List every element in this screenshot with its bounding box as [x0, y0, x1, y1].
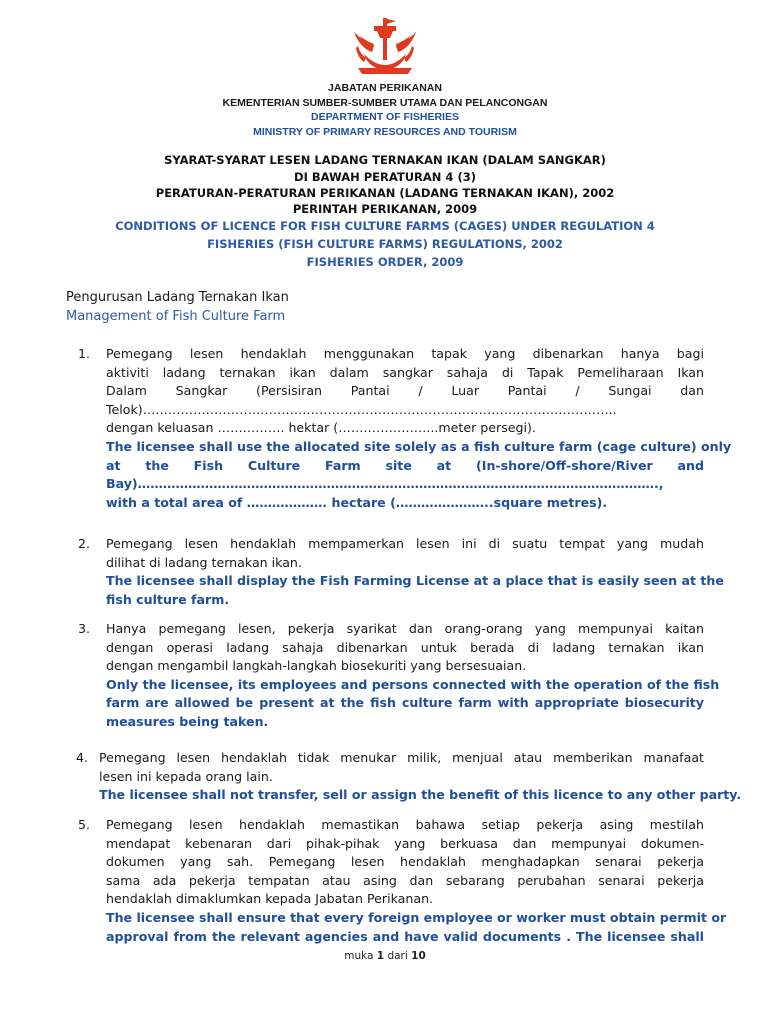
item-text-english: at the Fish Culture Farm site at (In-shore/Off-shore/River and — [106, 457, 704, 473]
title-english-line-2: FISHERIES (FISH CULTURE FARMS) REGULATIONS, 2002 — [207, 237, 563, 251]
section-heading-malay: Pengurusan Ladang Ternakan Ikan — [66, 290, 289, 305]
item-text-malay: aktiviti ladang ternakan ikan dalam sangkar sahaja di Tapak Pemeliharaan Ikan — [106, 364, 704, 380]
page-label: muka — [344, 950, 374, 962]
title-english-line-3: FISHERIES ORDER, 2009 — [306, 255, 464, 269]
item-number: 2. — [78, 536, 91, 551]
item-text-english: The licensee shall display the Fish Farming License at a place that is easily seen at the — [106, 573, 724, 589]
item-text-malay: Pemegang lesen hendaklah memastikan bahawa setiap pekerja asing mestilah — [106, 817, 704, 832]
item-text-english: The licensee shall not transfer, sell or assign the benefit of this licence to any other party. — [99, 787, 742, 803]
item-text-malay: Dalam Sangkar (Persisiran Pantai / Luar Pantai / Sungai dan — [106, 383, 704, 399]
list-item — [106, 535, 724, 609]
item-number: 3. — [78, 621, 91, 636]
item-number: 5. — [78, 817, 91, 832]
list-item — [106, 620, 720, 732]
title-malay-line-3: PERATURAN-PERATURAN PERIKANAN (LADANG TERNAKAN IKAN), 2002 — [155, 186, 615, 200]
item-text-english: The licensee shall use the allocated site solely as a fish culture farm (cage culture) only — [106, 438, 732, 454]
ministry-name-malay: KEMENTERIAN SUMBER-SUMBER UTAMA DAN PELANCONGAN — [222, 97, 548, 109]
title-malay-line-1: SYARAT-SYARAT LESEN LADANG TERNAKAN IKAN (DALAM SANGKAR) — [164, 153, 606, 167]
item-text-malay: Pemegang lesen hendaklah menggunakan tapak yang dibenarkan hanya bagi — [106, 346, 704, 361]
item-text-malay: Pemegang lesen hendaklah mempamerkan lesen ini di suatu tempat yang mudah — [106, 536, 704, 551]
department-name-malay: JABATAN PERIKANAN — [328, 82, 442, 94]
item-text-english: fish culture farm. — [106, 591, 230, 607]
item-text-malay: dilihat di ladang ternakan ikan. — [106, 554, 302, 570]
total-pages: 10 — [411, 950, 426, 962]
item-text-malay: lesen ini kepada orang lain. — [99, 768, 273, 784]
item-text-malay: dokumen yang sah. Pemegang lesen hendaklah menghadapkan senarai pekerja — [106, 854, 704, 870]
ministry-name-english: MINISTRY OF PRIMARY RESOURCES AND TOURISM — [253, 126, 517, 138]
item-text-english: approval from the relevant agencies and have valid documents . The licensee shall — [106, 928, 704, 944]
item-text-malay: hendaklah dimaklumkan kepada Jabatan Perikanan. — [106, 891, 434, 907]
item-text-malay: Telok)………………………………………………………………………………………………….. — [106, 401, 617, 417]
section-heading-english: Management of Fish Culture Farm — [66, 309, 286, 324]
current-page: 1 — [376, 950, 385, 962]
department-name-english: DEPARTMENT OF FISHERIES — [311, 111, 459, 123]
page-of-label: dari — [387, 950, 408, 962]
brunei-crest-logo — [352, 18, 418, 76]
item-text-malay: sama ada pekerja tempatan atau asing dan sebarang perubahan senarai pekerja — [106, 872, 704, 888]
item-number: 1. — [78, 346, 91, 361]
item-text-malay: Pemegang lesen hendaklah tidak menukar milik, menjual atau memberikan manafaat — [99, 750, 704, 765]
list-item — [106, 816, 727, 946]
item-text-english: measures being taken. — [106, 713, 269, 729]
item-text-english: with a total area of ………………. hectare (…………………..square metres). — [106, 494, 608, 510]
title-malay-line-4: PERINTAH PERIKANAN, 2009 — [292, 202, 478, 216]
title-english-line-1: CONDITIONS OF LICENCE FOR FISH CULTURE FARMS (CAGES) UNDER REGULATION 4 — [115, 219, 655, 233]
item-text-english: The licensee shall ensure that every foreign employee or worker must obtain permit or — [106, 909, 727, 925]
list-item — [99, 749, 742, 805]
item-text-english: farm are allowed be present at the fish culture farm with appropriate biosecurity — [106, 695, 704, 711]
item-text-malay: dengan operasi ladang sahaja dibenarkan untuk berada di ladang ternakan ikan — [106, 639, 704, 655]
item-text-english: Bay)……………………………………………………………………………………………………………., — [106, 476, 664, 492]
title-malay-line-2: DI BAWAH PERATURAN 4 (3) — [294, 170, 476, 184]
item-number: 4. — [76, 750, 89, 765]
item-text-malay: mendapat kebenaran dari pihak-pihak yang berkuasa dan mempunyai dokumen- — [106, 835, 704, 851]
item-text-malay: Hanya pemegang lesen, pekerja syarikat dan orang-orang yang mempunyai kaitan — [106, 621, 704, 636]
list-item — [106, 345, 732, 512]
page-number — [0, 950, 770, 962]
item-text-english: Only the licensee, its employees and persons connected with the operation of the fish — [106, 676, 720, 692]
item-text-malay: dengan mengambil langkah-langkah biosekuriti yang bersesuaian. — [106, 658, 527, 674]
item-text-malay: dengan keluasan ……………. hektar (…………………...meter persegi). — [106, 420, 536, 436]
